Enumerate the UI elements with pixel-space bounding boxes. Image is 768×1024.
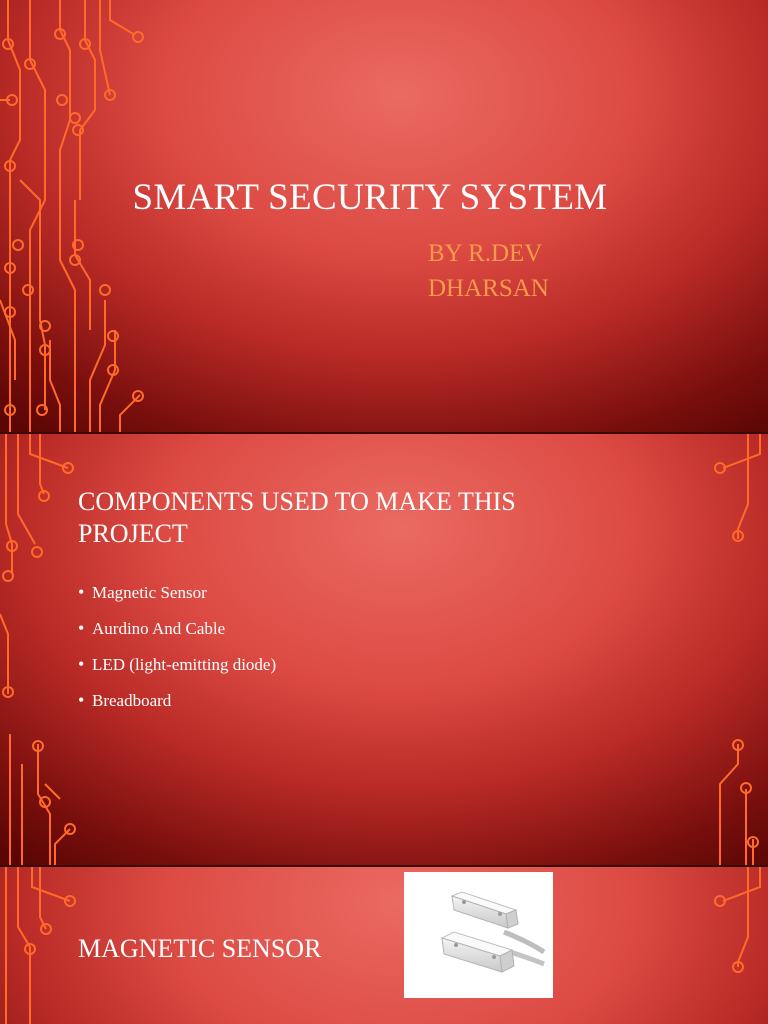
sensor-image-icon: [404, 872, 553, 998]
heading-line-1: COMPONENTS USED TO MAKE THIS: [78, 487, 516, 516]
magnetic-sensor-image: [404, 872, 553, 998]
heading-line-2: PROJECT: [78, 519, 188, 548]
list-item: • Magnetic Sensor: [78, 582, 207, 602]
bullet-icon: •: [78, 582, 85, 602]
bullet-icon: •: [78, 618, 85, 638]
bullet-icon: •: [78, 690, 85, 710]
author-byline: [428, 236, 549, 306]
list-item: • Aurdino And Cable: [78, 618, 226, 638]
slide-heading: [78, 486, 516, 550]
byline-line-2: DHARSAN: [428, 275, 549, 302]
slide-title[interactable]: [0, 0, 768, 432]
list-item: • Breadboard: [78, 690, 172, 710]
bullet-icon: •: [78, 654, 85, 674]
slide-components[interactable]: [0, 434, 768, 865]
list-item: • LED (light-emitting diode): [78, 654, 277, 674]
components-list: [78, 582, 276, 726]
slide-heading: MAGNETIC SENSOR: [78, 934, 322, 963]
circuit-decoration-left: [0, 434, 80, 865]
slide-magnetic-sensor[interactable]: [0, 867, 768, 1024]
byline-line-1: BY R.DEV: [428, 240, 543, 267]
circuit-decoration-right: [708, 434, 768, 865]
slide-title-text: SMART SECURITY SYSTEM: [132, 177, 608, 218]
circuit-decoration-right: [708, 867, 768, 1024]
circuit-decoration-left: [0, 867, 80, 1024]
